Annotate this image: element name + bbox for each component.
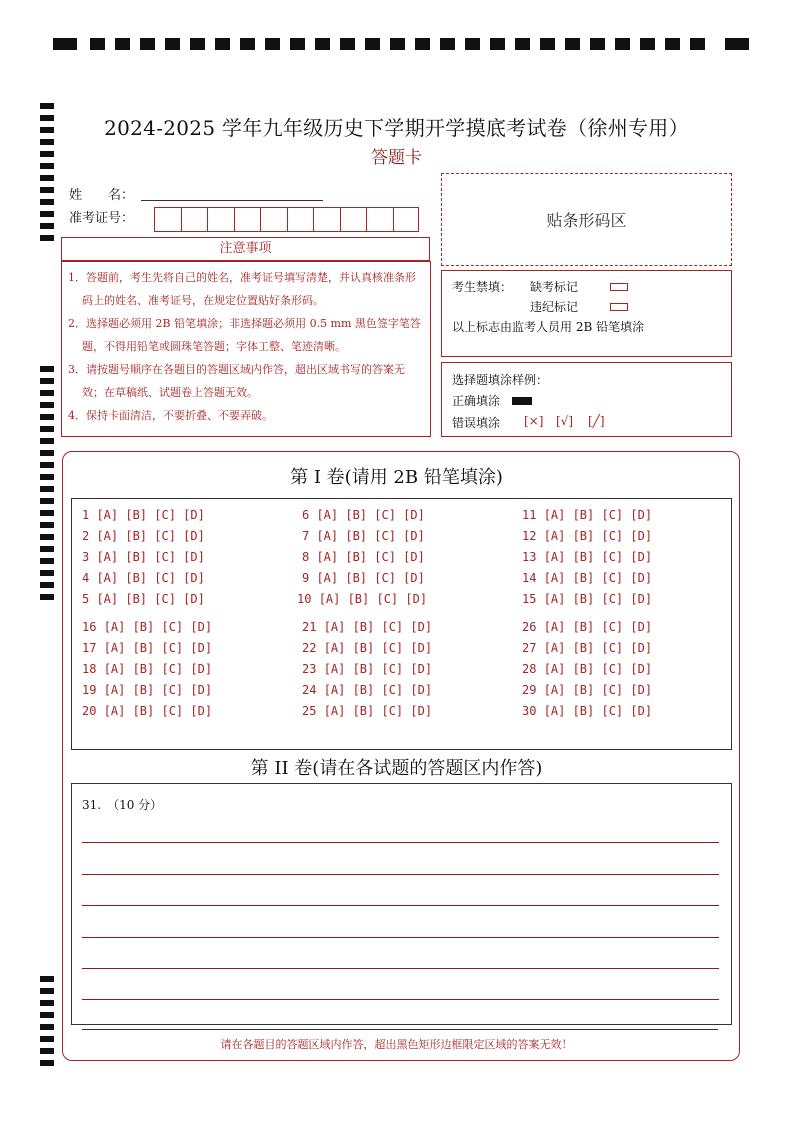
mcq-question-22[interactable]	[302, 641, 432, 655]
timing-marks-top	[53, 38, 749, 52]
mcq-options[interactable]: [A] [B] [C] [D]	[323, 620, 433, 634]
notice-item: 1．答题前，考生先将自己的姓名，准考证号填写清楚，并认真核准条形码上的姓名、准考证号，在规定位置贴好条形码。	[68, 271, 416, 307]
timing-mark	[665, 38, 680, 50]
mcq-question-27[interactable]	[522, 641, 652, 655]
timing-mark	[40, 378, 54, 384]
answer-line	[82, 937, 719, 938]
mcq-question-18[interactable]	[82, 662, 212, 676]
id-number-boxes[interactable]	[154, 207, 419, 232]
timing-mark	[315, 38, 330, 50]
page-subtitle: 答题卡	[371, 148, 422, 168]
forbid-label: 考生禁填：	[452, 280, 513, 294]
violation-mark-box[interactable]	[610, 303, 628, 311]
mcq-question-6[interactable]	[302, 508, 425, 522]
mcq-question-8[interactable]	[302, 550, 425, 564]
answer-line	[82, 842, 719, 843]
mcq-number: 2	[82, 529, 97, 543]
id-label: 准考证号：	[69, 211, 135, 226]
timing-mark	[40, 187, 54, 193]
id-digit-box[interactable]	[260, 207, 287, 232]
notice-box	[61, 261, 431, 437]
mcq-question-1[interactable]	[82, 508, 205, 522]
timing-mark	[40, 534, 54, 540]
timing-mark	[40, 426, 54, 432]
name-label: 姓 名：	[69, 188, 135, 203]
fill-sample-box	[441, 362, 732, 437]
absent-mark-label: 缺考标记	[530, 280, 579, 294]
mcq-question-19[interactable]	[82, 683, 212, 697]
mcq-options[interactable]: [A] [B] [C] [D]	[323, 641, 433, 655]
timing-mark	[40, 402, 54, 408]
timing-mark	[415, 38, 430, 50]
mcq-question-3[interactable]	[82, 550, 205, 564]
timing-mark	[725, 38, 749, 50]
answer-line	[82, 968, 719, 969]
mcq-question-5[interactable]	[82, 592, 205, 606]
timing-mark	[165, 38, 180, 50]
timing-mark	[40, 594, 54, 600]
mcq-number: 9	[302, 571, 317, 585]
mcq-question-2[interactable]	[82, 529, 205, 543]
wrong-mark: [╱]	[588, 414, 605, 428]
mcq-options[interactable]: [A] [B] [C] [D]	[103, 704, 213, 718]
timing-mark	[390, 38, 405, 50]
question-31-label: 31. （10 分）	[82, 798, 163, 812]
footer-divider	[82, 1029, 718, 1030]
id-digit-box[interactable]	[181, 207, 208, 232]
timing-mark	[190, 38, 205, 50]
mcq-options[interactable]: [A] [B] [C] [D]	[103, 620, 213, 634]
timing-mark	[540, 38, 555, 50]
barcode-label: 贴条形码区	[546, 211, 627, 230]
timing-mark	[40, 988, 54, 994]
id-digit-box[interactable]	[393, 207, 420, 232]
correct-fill-label: 正确填涂	[452, 394, 501, 408]
mcq-options[interactable]: [A] [B] [C] [D]	[103, 683, 213, 697]
timing-mark	[340, 38, 355, 50]
correct-fill-sample	[512, 397, 532, 405]
mcq-options[interactable]: [A] [B] [C] [D]	[96, 592, 205, 606]
mcq-number: 6	[302, 508, 317, 522]
timing-mark	[40, 570, 54, 576]
mcq-number: 17	[82, 641, 104, 655]
mcq-question-23[interactable]	[302, 662, 432, 676]
timing-mark	[40, 1024, 54, 1030]
mcq-question-16[interactable]	[82, 620, 212, 634]
section1-title: 第 I 卷(请用 2B 铅笔填涂)	[290, 467, 503, 488]
absent-mark-box[interactable]	[610, 283, 628, 291]
timing-mark	[53, 38, 77, 50]
mcq-number: 25	[302, 704, 324, 718]
mcq-number: 20	[82, 704, 104, 718]
page-title: 2024-2025 学年九年级历史下学期开学摸底考试卷（徐州专用）	[104, 116, 689, 140]
mcq-number: 26	[522, 620, 544, 634]
timing-mark	[40, 175, 54, 181]
mcq-number: 16	[82, 620, 104, 634]
timing-mark	[515, 38, 530, 50]
timing-mark	[40, 438, 54, 444]
mcq-question-26[interactable]	[522, 620, 652, 634]
mcq-options[interactable]: [A] [B] [C] [D]	[543, 592, 653, 606]
timing-mark	[615, 38, 630, 50]
id-digit-box[interactable]	[154, 207, 181, 232]
timing-mark	[215, 38, 230, 50]
mcq-question-25[interactable]	[302, 704, 432, 718]
id-digit-box[interactable]	[287, 207, 314, 232]
timing-mark	[40, 211, 54, 217]
mcq-options[interactable]: [A] [B] [C] [D]	[316, 508, 425, 522]
mcq-number: 11	[522, 508, 544, 522]
wrong-mark: [√]	[556, 414, 574, 428]
mcq-question-14[interactable]	[522, 571, 652, 585]
mcq-number: 8	[302, 550, 317, 564]
mcq-options[interactable]: [A] [B] [C] [D]	[323, 683, 433, 697]
mcq-question-7[interactable]	[302, 529, 425, 543]
mcq-question-9[interactable]	[302, 571, 425, 585]
mcq-options[interactable]: [A] [B] [C] [D]	[543, 662, 653, 676]
notice-item: 4．保持卡面清洁，不要折叠、不要弄破。	[68, 409, 273, 422]
timing-mark	[40, 498, 54, 504]
mcq-options[interactable]: [A] [B] [C] [D]	[543, 620, 653, 634]
mcq-number: 10	[297, 592, 319, 606]
answer-line	[82, 874, 719, 875]
timing-mark	[240, 38, 255, 50]
mcq-options[interactable]: [A] [B] [C] [D]	[543, 571, 653, 585]
mcq-number: 12	[522, 529, 544, 543]
mcq-options[interactable]: [A] [B] [C] [D]	[96, 550, 205, 564]
mcq-question-4[interactable]	[82, 571, 205, 585]
timing-mark	[40, 546, 54, 552]
mcq-number: 29	[522, 683, 544, 697]
mcq-number: 27	[522, 641, 544, 655]
wrong-mark: [×]	[524, 414, 544, 428]
mcq-options[interactable]: [A] [B] [C] [D]	[96, 529, 205, 543]
mcq-number: 13	[522, 550, 544, 564]
wrong-fill-label: 错误填涂	[452, 416, 501, 430]
mcq-number: 21	[302, 620, 324, 634]
timing-mark	[440, 38, 455, 50]
timing-mark	[465, 38, 480, 50]
timing-mark	[565, 38, 580, 50]
timing-mark	[40, 366, 54, 372]
mcq-question-17[interactable]	[82, 641, 212, 655]
mcq-options[interactable]: [A] [B] [C] [D]	[316, 571, 425, 585]
timing-mark	[40, 522, 54, 528]
essay-answer-box[interactable]	[71, 783, 732, 1025]
timing-mark	[365, 38, 380, 50]
footer-warning: 请在各题目的答题区域内作答，超出黑色矩形边框限定区域的答案无效！	[220, 1038, 573, 1051]
timing-mark	[490, 38, 505, 50]
timing-mark	[40, 976, 54, 982]
id-digit-box[interactable]	[340, 207, 367, 232]
mcq-number: 1	[82, 508, 97, 522]
timing-mark	[140, 38, 155, 50]
mcq-question-29[interactable]	[522, 683, 652, 697]
timing-mark	[40, 414, 54, 420]
mcq-question-12[interactable]	[522, 529, 652, 543]
mcq-options[interactable]: [A] [B] [C] [D]	[323, 704, 433, 718]
timing-mark	[265, 38, 280, 50]
name-field[interactable]	[141, 200, 323, 201]
timing-mark	[40, 103, 54, 109]
mcq-number: 5	[82, 592, 97, 606]
timing-mark	[40, 1012, 54, 1018]
timing-mark	[590, 38, 605, 50]
mcq-options[interactable]: [A] [B] [C] [D]	[96, 571, 205, 585]
mcq-question-28[interactable]	[522, 662, 652, 676]
mcq-number: 7	[302, 529, 317, 543]
mcq-number: 4	[82, 571, 97, 585]
id-digit-box[interactable]	[366, 207, 393, 232]
answer-line	[82, 905, 719, 906]
mcq-options[interactable]: [A] [B] [C] [D]	[543, 508, 653, 522]
timing-mark	[40, 199, 54, 205]
id-digit-box[interactable]	[234, 207, 261, 232]
mcq-number: 22	[302, 641, 324, 655]
mcq-question-11[interactable]	[522, 508, 652, 522]
mcq-options[interactable]: [A] [B] [C] [D]	[323, 662, 433, 676]
timing-mark	[40, 235, 54, 241]
timing-mark	[40, 223, 54, 229]
forbid-box	[441, 270, 732, 357]
mcq-number: 19	[82, 683, 104, 697]
timing-mark	[640, 38, 655, 50]
mcq-options[interactable]: [A] [B] [C] [D]	[96, 508, 205, 522]
sample-label: 选择题填涂样例：	[452, 373, 549, 387]
forbid-note: 以上标志由监考人员用 2B 铅笔填涂	[452, 320, 645, 334]
mcq-question-20[interactable]	[82, 704, 212, 718]
timing-mark	[115, 38, 130, 50]
timing-mark	[40, 558, 54, 564]
section2-title: 第 II 卷(请在各试题的答题区内作答)	[250, 758, 543, 779]
barcode-area	[441, 173, 732, 266]
id-digit-box[interactable]	[207, 207, 234, 232]
timing-mark	[40, 1000, 54, 1006]
mcq-number: 24	[302, 683, 324, 697]
mcq-question-15[interactable]	[522, 592, 652, 606]
timing-mark	[40, 390, 54, 396]
mcq-options[interactable]: [A] [B] [C] [D]	[543, 550, 653, 564]
violation-mark-label: 违纪标记	[530, 300, 579, 314]
mcq-question-13[interactable]	[522, 550, 652, 564]
mcq-options[interactable]: [A] [B] [C] [D]	[103, 641, 213, 655]
mcq-number: 28	[522, 662, 544, 676]
mcq-question-10[interactable]	[297, 592, 427, 606]
notice-item: 3．请按题号顺序在各题目的答题区域内作答，超出区域书写的答案无效；在草稿纸、试题卷上答题无效。	[68, 363, 405, 399]
mcq-number: 3	[82, 550, 97, 564]
mcq-options[interactable]: [A] [B] [C] [D]	[316, 550, 425, 564]
mcq-options[interactable]: [A] [B] [C] [D]	[318, 592, 428, 606]
timing-mark	[40, 582, 54, 588]
mcq-options[interactable]: [A] [B] [C] [D]	[543, 704, 653, 718]
notice-item: 2．选择题必须用 2B 铅笔填涂；非选择题必须用 0.5 mm 黑色签字笔答题，不得用铅笔或圆珠笔答题；字体工整、笔迹清晰。	[68, 317, 421, 353]
mcq-options[interactable]: [A] [B] [C] [D]	[543, 529, 653, 543]
mcq-grid	[71, 498, 732, 750]
mcq-number: 15	[522, 592, 544, 606]
mcq-options[interactable]: [A] [B] [C] [D]	[316, 529, 425, 543]
answer-line	[82, 999, 719, 1000]
timing-mark	[40, 510, 54, 516]
id-digit-box[interactable]	[313, 207, 340, 232]
mcq-number: 23	[302, 662, 324, 676]
timing-mark	[40, 1060, 54, 1066]
timing-mark	[40, 450, 54, 456]
mcq-question-30[interactable]	[522, 704, 652, 718]
mcq-number: 14	[522, 571, 544, 585]
mcq-options[interactable]: [A] [B] [C] [D]	[543, 683, 653, 697]
timing-mark	[90, 38, 105, 50]
mcq-options[interactable]: [A] [B] [C] [D]	[103, 662, 213, 676]
mcq-question-21[interactable]	[302, 620, 432, 634]
mcq-options[interactable]: [A] [B] [C] [D]	[543, 641, 653, 655]
mcq-number: 30	[522, 704, 544, 718]
mcq-question-24[interactable]	[302, 683, 432, 697]
mcq-number: 18	[82, 662, 104, 676]
timing-mark	[690, 38, 705, 50]
notice-heading: 注意事项	[61, 237, 430, 261]
timing-mark	[290, 38, 305, 50]
